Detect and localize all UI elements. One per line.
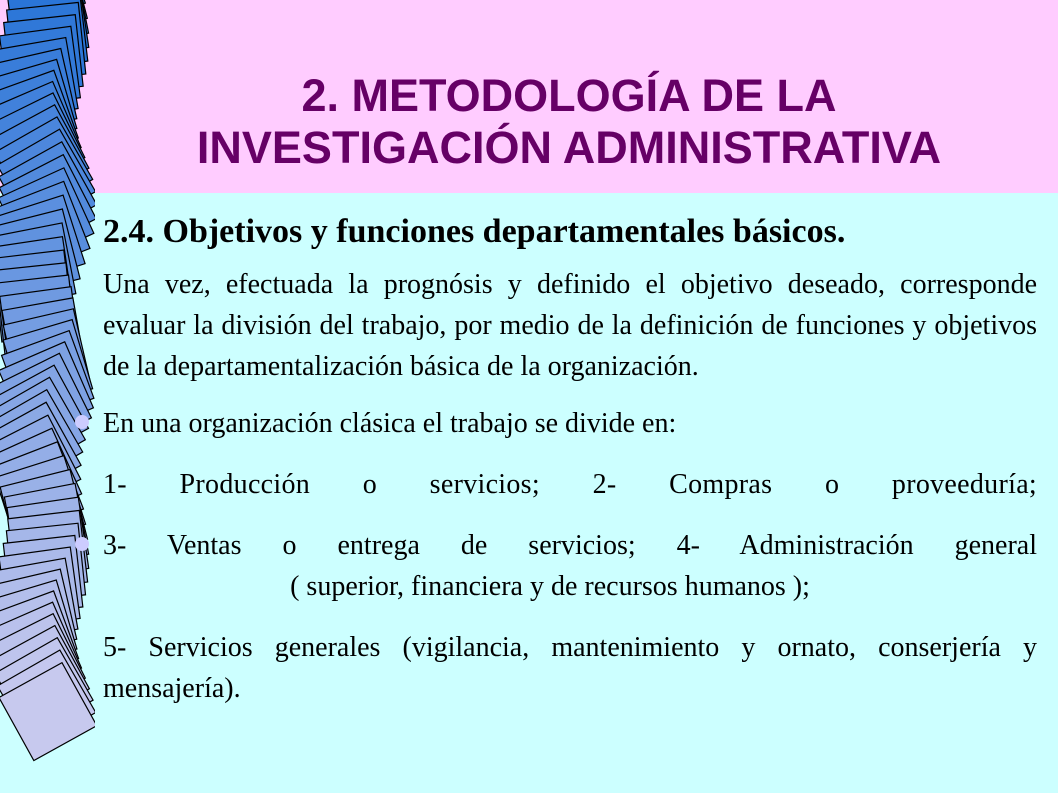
bullet-icon <box>75 415 89 429</box>
intro-paragraph: Una vez, efectuada la prognósis y definido el objetivo deseado, corresponde evaluar la división del trabajo, por medio de la definición de funciones y objetivos de la departamentalización básica de la organización. <box>103 269 1037 382</box>
list-item <box>103 627 1037 709</box>
bullet-icon <box>75 537 89 551</box>
page-title-line-1: 2. METODOLOGÍA DE LA <box>301 70 837 122</box>
list-item <box>103 525 1037 607</box>
section-subtitle: 2.4. Objetivos y funciones departamentales básicos. <box>103 213 846 250</box>
list-item <box>103 464 1037 505</box>
page-title <box>80 70 1058 174</box>
list-item-text: 3- Ventas o entrega de servicios; 4- Administración general <box>103 530 1037 561</box>
list-item-continuation: ( superior, financiera y de recursos humanos ); <box>290 571 810 602</box>
list-item-text: 1- Producción o servicios; 2- Compras o proveeduría; <box>103 469 1037 500</box>
page-title-line-2: INVESTIGACIÓN ADMINISTRATIVA <box>196 122 942 174</box>
list-item-text: En una organización clásica el trabajo se divide en: <box>103 408 677 439</box>
list-item-text: 5- Servicios generales (vigilancia, mantenimiento y ornato, conserjería y mensajería). <box>103 632 1037 704</box>
slide-body <box>103 212 1037 709</box>
list-item <box>103 403 1037 444</box>
